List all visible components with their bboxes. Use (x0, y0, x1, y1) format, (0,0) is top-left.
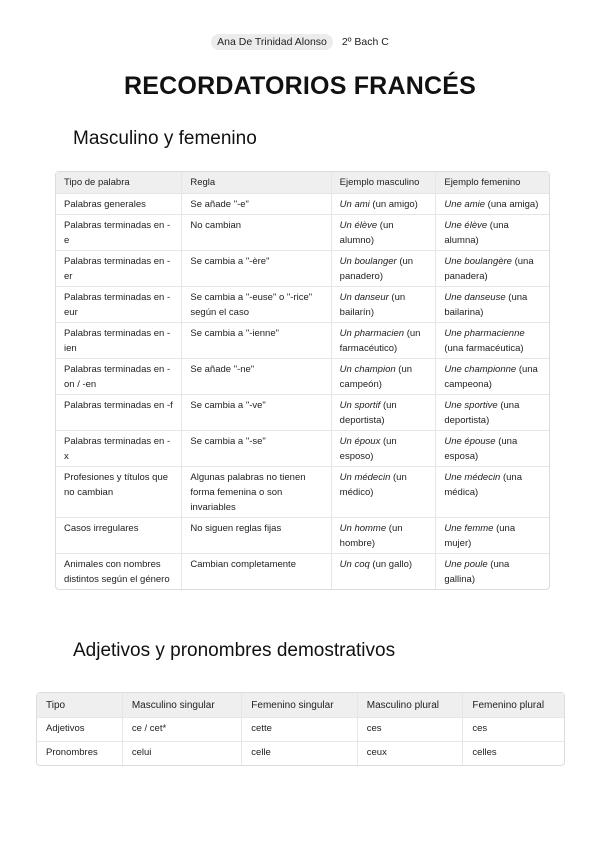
masculine-example-cell (331, 553, 436, 589)
rule-cell: No siguen reglas fijas (181, 517, 330, 553)
example-translation: (una panadera) (444, 256, 534, 282)
masculine-example-cell (331, 358, 436, 394)
demonstratives-table (36, 692, 565, 766)
table-row (37, 741, 564, 765)
masculine-example-cell (331, 250, 436, 286)
example-translation: (un esposo) (339, 436, 397, 462)
example-word: Une élève (444, 220, 488, 231)
masculine-example-cell (331, 286, 436, 322)
column-header: Femenino singular (241, 693, 356, 717)
column-header: Ejemplo masculino (331, 172, 436, 193)
column-header: Regla (181, 172, 330, 193)
example-translation: (un deportista) (339, 400, 397, 426)
feminine-example-cell (435, 466, 549, 517)
example-word: Une danseuse (444, 292, 506, 303)
word-type-cell: Profesiones y títulos que no cambian (56, 466, 181, 517)
table-cell: celui (122, 741, 241, 765)
example-translation: (una médica) (444, 472, 522, 498)
masculine-example-cell (331, 214, 436, 250)
table-cell: celle (241, 741, 356, 765)
example-translation: (una deportista) (444, 400, 520, 426)
row-label-cell: Adjetivos (37, 717, 122, 741)
table-row (56, 286, 549, 322)
document-header (0, 36, 600, 48)
example-translation: (una alumna) (444, 220, 509, 246)
feminine-example-cell (435, 214, 549, 250)
example-word: Une médecin (444, 472, 501, 483)
masculine-example-cell (331, 517, 436, 553)
feminine-example-cell (435, 358, 549, 394)
table-cell: ce / cet* (122, 717, 241, 741)
column-header: Masculino plural (357, 693, 463, 717)
example-translation: (un campeón) (339, 364, 413, 390)
word-type-cell: Palabras terminadas en -x (56, 430, 181, 466)
example-translation: (una amiga) (485, 199, 539, 210)
table-row (56, 466, 549, 517)
rule-cell: Se cambia a "-ère" (181, 250, 330, 286)
example-translation: (una mujer) (444, 523, 516, 549)
column-header: Ejemplo femenino (435, 172, 549, 193)
word-type-cell: Casos irregulares (56, 517, 181, 553)
example-word: Un sportif (339, 400, 381, 411)
word-type-cell: Palabras terminadas en -e (56, 214, 181, 250)
table-row (56, 517, 549, 553)
example-translation: (un alumno) (339, 220, 394, 246)
example-translation: (un panadero) (339, 256, 414, 282)
example-translation: (un farmacéutico) (339, 328, 421, 354)
example-translation: (un amigo) (369, 199, 418, 210)
table-row (56, 553, 549, 589)
table-row (56, 214, 549, 250)
masculine-example-cell (331, 193, 436, 214)
example-word: Une femme (444, 523, 494, 534)
word-type-cell: Palabras terminadas en -ien (56, 322, 181, 358)
masculine-example-cell (331, 394, 436, 430)
rule-cell: Se cambia a "-ienne" (181, 322, 330, 358)
table-row (56, 193, 549, 214)
word-type-cell: Palabras terminadas en -f (56, 394, 181, 430)
rule-cell: Se cambia a "-ve" (181, 394, 330, 430)
masculine-example-cell (331, 466, 436, 517)
example-word: Un médecin (339, 472, 391, 483)
table-row (56, 250, 549, 286)
column-header: Femenino plural (462, 693, 564, 717)
rule-cell: Cambian completamente (181, 553, 330, 589)
row-label-cell: Pronombres (37, 741, 122, 765)
feminine-example-cell (435, 430, 549, 466)
table-header-row (56, 172, 549, 193)
masculine-example-cell (331, 430, 436, 466)
section-heading-gender: Masculino y femenino (73, 128, 257, 149)
example-word: Une championne (444, 364, 517, 375)
word-type-cell: Animales con nombres distintos según el género (56, 553, 181, 589)
course-label: 2º Bach C (341, 36, 389, 48)
feminine-example-cell (435, 193, 549, 214)
table-row (37, 717, 564, 741)
example-translation: (una gallina) (444, 559, 510, 585)
feminine-example-cell (435, 553, 549, 589)
example-word: Une amie (444, 199, 486, 210)
author-tag: Ana De Trinidad Alonso (211, 34, 333, 50)
rule-cell: Se añade "-ne" (181, 358, 330, 394)
example-word: Un danseur (339, 292, 389, 303)
table-cell: ces (357, 717, 463, 741)
example-translation: (una farmacéutica) (444, 343, 524, 354)
feminine-example-cell (435, 517, 549, 553)
example-word: Une pharmacienne (444, 328, 525, 339)
example-word: Un boulanger (339, 256, 397, 267)
example-word: Une sportive (444, 400, 498, 411)
table-row (56, 394, 549, 430)
example-word: Un coq (339, 559, 370, 570)
feminine-example-cell (435, 286, 549, 322)
example-word: Un pharmacien (339, 328, 405, 339)
example-translation: (un gallo) (369, 559, 413, 570)
column-header: Tipo (37, 693, 122, 717)
table-row (56, 358, 549, 394)
masculine-example-cell (331, 322, 436, 358)
example-translation: (una bailarina) (444, 292, 528, 318)
example-translation: (un bailarín) (339, 292, 406, 318)
feminine-example-cell (435, 322, 549, 358)
table-row (56, 430, 549, 466)
example-translation: (una esposa) (444, 436, 518, 462)
word-type-cell: Palabras generales (56, 193, 181, 214)
example-word: Une boulangère (444, 256, 512, 267)
rule-cell: Se añade "-e" (181, 193, 330, 214)
example-word: Un époux (339, 436, 381, 447)
column-header: Masculino singular (122, 693, 241, 717)
rule-cell: Se cambia a "-se" (181, 430, 330, 466)
example-word: Une épouse (444, 436, 496, 447)
example-word: Un ami (339, 199, 370, 210)
word-type-cell: Palabras terminadas en -eur (56, 286, 181, 322)
table-cell: cette (241, 717, 356, 741)
table-cell: ces (462, 717, 564, 741)
rule-cell: No cambian (181, 214, 330, 250)
example-word: Un homme (339, 523, 387, 534)
example-word: Une poule (444, 559, 488, 570)
example-word: Un élève (339, 220, 378, 231)
rule-cell: Se cambia a "-euse" o "-rice" según el caso (181, 286, 330, 322)
example-translation: (un médico) (339, 472, 407, 498)
word-type-cell: Palabras terminadas en -er (56, 250, 181, 286)
example-translation: (un hombre) (339, 523, 403, 549)
table-row (56, 322, 549, 358)
page-title: RECORDATORIOS FRANCÉS (124, 72, 476, 100)
table-cell: ceux (357, 741, 463, 765)
table-cell: celles (462, 741, 564, 765)
feminine-example-cell (435, 394, 549, 430)
example-translation: (una campeona) (444, 364, 538, 390)
example-word: Un champion (339, 364, 396, 375)
rule-cell: Algunas palabras no tienen forma femenina o son invariables (181, 466, 330, 517)
table-header-row (37, 693, 564, 717)
section-heading-demonstratives: Adjetivos y pronombres demostrativos (73, 640, 396, 661)
gender-rules-table (55, 171, 550, 590)
feminine-example-cell (435, 250, 549, 286)
column-header: Tipo de palabra (56, 172, 181, 193)
word-type-cell: Palabras terminadas en -on / -en (56, 358, 181, 394)
